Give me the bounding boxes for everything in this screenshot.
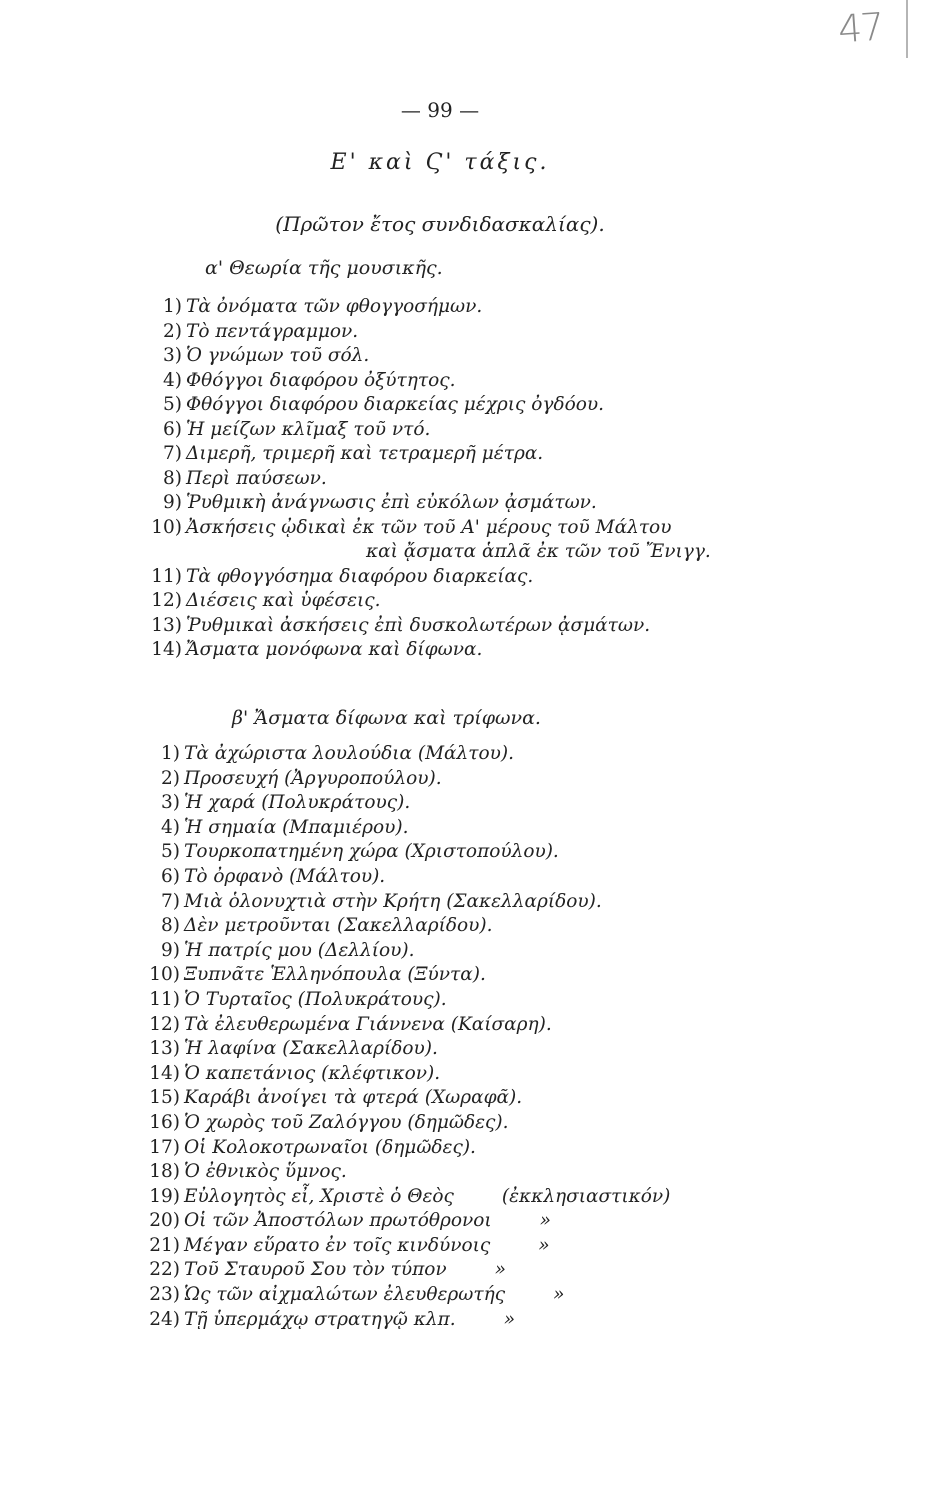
- item-text: Διμερῆ, τριμερῆ καὶ τετραμερῆ μέτρα.: [186, 443, 544, 464]
- item-number: 8): [163, 467, 182, 489]
- item-annotation: (ἐκκλησιαστικόν): [501, 1185, 671, 1207]
- item-text: Προσευχή (Ἀργυροπούλου).: [184, 767, 442, 789]
- list-item: [110, 589, 711, 614]
- item-text: Φθόγγοι διαφόρου ὀξύτητος.: [186, 369, 456, 391]
- list-item: [100, 939, 670, 964]
- list-item: [100, 1283, 670, 1308]
- list-item: [100, 1086, 670, 1111]
- item-number: 3): [161, 792, 180, 814]
- item-annotation: [440, 1063, 488, 1084]
- item-text: Τὸ ὀρφανὸ (Μάλτου).: [184, 865, 386, 887]
- item-number: 11): [151, 565, 182, 587]
- item-text: Ῥυθμικαὶ ἀσκήσεις ἐπὶ δυσκολωτέρων ᾀσμάτων.: [186, 614, 651, 636]
- item-annotation: [476, 1137, 524, 1158]
- list-item: [100, 1308, 670, 1333]
- list-item: [110, 516, 711, 541]
- item-annotation: »: [538, 1234, 550, 1256]
- item-annotation: [509, 1112, 557, 1133]
- item-text: Τουρκοπατημένη χώρα (Χριστοπούλου).: [184, 841, 559, 863]
- section-b-list: [100, 742, 670, 1332]
- item-number: 13): [149, 1038, 180, 1060]
- list-item: [100, 742, 670, 767]
- list-item: [100, 840, 670, 865]
- item-annotation: [414, 940, 462, 961]
- item-number: 16): [149, 1111, 180, 1133]
- item-annotation: [447, 989, 495, 1010]
- list-item: [100, 1234, 670, 1259]
- list-item: [100, 1136, 670, 1161]
- item-annotation: [602, 891, 650, 912]
- list-item: [100, 914, 670, 939]
- item-number: 13): [151, 614, 182, 636]
- item-text: Ἡ μείζων κλῖμαξ τοῦ ντό.: [186, 418, 431, 440]
- item-text: Ὡς τῶν αἰχμαλώτων ἐλευθερωτής: [184, 1284, 506, 1306]
- list-item: [100, 1185, 670, 1210]
- list-item: [100, 1209, 670, 1234]
- list-item: [110, 320, 711, 345]
- item-annotation: [408, 817, 456, 838]
- item-text: Τὰ ἀχώριστα λουλούδια (Μάλτου).: [184, 743, 514, 764]
- item-annotation: [514, 743, 562, 764]
- item-number: 19): [149, 1185, 180, 1207]
- list-item: [100, 1111, 670, 1136]
- item-text: Τὰ φθογγόσημα διαφόρου διαρκείας.: [186, 565, 534, 587]
- list-item: [100, 1013, 670, 1038]
- list-item: [100, 963, 670, 988]
- item-number: 3): [163, 345, 182, 366]
- list-item: [110, 638, 711, 663]
- item-annotation: »: [494, 1259, 506, 1281]
- list-item: [100, 865, 670, 890]
- item-annotation: [552, 1014, 600, 1035]
- item-number: 1): [163, 296, 182, 317]
- item-annotation: [410, 792, 458, 813]
- list-item: [100, 816, 670, 841]
- item-text: Διέσεις καὶ ὑφέσεις.: [186, 590, 381, 611]
- item-text: Τοῦ Σταυροῦ Σου τὸν τύπον: [184, 1259, 447, 1281]
- item-text: Οἱ Κολοκοτρωναῖοι (δημῶδες).: [184, 1136, 476, 1158]
- item-text: Τὸ πεντάγραμμον.: [186, 320, 359, 342]
- item-number: 9): [163, 492, 182, 513]
- scan-edge-mark: [906, 0, 908, 58]
- item-annotation: [486, 964, 534, 985]
- item-number: 6): [163, 418, 182, 440]
- list-item: [110, 369, 711, 394]
- item-number: 2): [161, 767, 180, 789]
- page-number: — 99 —: [400, 98, 480, 122]
- item-text: Ὁ καπετάνιος (κλέφτικον).: [184, 1062, 441, 1084]
- item-annotation: [442, 768, 490, 789]
- item-annotation: [522, 1087, 570, 1108]
- item-number: 5): [163, 394, 182, 415]
- list-item: [100, 988, 670, 1013]
- section-b-heading: β' Ἄσματα δίφωνα καὶ τρίφωνα.: [232, 707, 541, 729]
- item-text: Ἄσματα μονόφωνα καὶ δίφωνα.: [186, 639, 483, 660]
- item-annotation: »: [539, 1210, 551, 1232]
- item-number: 4): [163, 369, 182, 391]
- item-number: 2): [163, 320, 182, 342]
- item-number: 12): [149, 1013, 180, 1035]
- list-item: [110, 295, 711, 320]
- list-item: [110, 393, 711, 418]
- item-text: Καράβι ἀνοίγει τὰ φτερά (Χωραφᾶ).: [184, 1087, 523, 1109]
- item-text: Ὁ χωρὸς τοῦ Ζαλόγγου (δημῶδες).: [184, 1111, 509, 1133]
- item-text: Ῥυθμικὴ ἀνάγνωσις ἐπὶ εὐκόλων ᾀσμάτων.: [186, 492, 597, 513]
- item-number: 7): [161, 890, 180, 912]
- item-number: 17): [149, 1136, 180, 1158]
- item-number: 15): [149, 1087, 180, 1109]
- item-number: 10): [151, 516, 182, 538]
- item-number: 6): [161, 865, 180, 887]
- item-text: Εὐλογητὸς εἶ, Χριστὲ ὁ Θεὸς: [184, 1185, 454, 1207]
- item-number: 4): [161, 816, 180, 838]
- item-text: Ἀσκήσεις ᾠδικαὶ ἐκ τῶν τοῦ Α' μέρους τοῦ Μάλτου: [186, 516, 672, 538]
- item-annotation: »: [503, 1308, 516, 1330]
- list-item: [100, 890, 670, 915]
- item-number: 8): [161, 915, 180, 937]
- item-annotation: [347, 1161, 395, 1182]
- item-number: 10): [149, 964, 180, 986]
- list-item: [110, 418, 711, 443]
- item-text: Περὶ παύσεων.: [186, 467, 327, 489]
- item-text: Φθόγγοι διαφόρου διαρκείας μέχρις ὀγδόου.: [186, 394, 605, 415]
- list-item: [110, 442, 711, 467]
- list-item: [110, 467, 711, 492]
- item-text: Ἡ πατρίς μου (Δελλίου).: [184, 939, 415, 961]
- list-item: [100, 767, 670, 792]
- item-text: Τῇ ὑπερμάχῳ στρατηγῷ κλπ.: [184, 1308, 456, 1330]
- item-text: Ξυπνᾶτε Ἑλληνόπουλα (Ξύντα).: [184, 964, 486, 986]
- item-number: 20): [149, 1210, 180, 1232]
- item-text: καὶ ᾄσματα ἁπλᾶ ἐκ τῶν τοῦ Ἔνιγγ.: [366, 541, 711, 562]
- item-annotation: [385, 866, 433, 887]
- item-text: Οἱ τῶν Ἀποστόλων πρωτόθρονοι: [184, 1210, 492, 1232]
- list-item: [110, 565, 711, 590]
- item-number: 1): [161, 743, 180, 764]
- item-text: Ὁ γνώμων τοῦ σόλ.: [186, 345, 370, 366]
- list-item: [110, 540, 711, 565]
- item-number: 21): [149, 1234, 180, 1256]
- page-title: Ε' καὶ Ϛ' τάξις.: [330, 150, 550, 175]
- item-annotation: »: [553, 1284, 565, 1306]
- list-item: [100, 1160, 670, 1185]
- item-text: Μέγαν εὕρατο ἐν τοῖς κινδύνοις: [184, 1234, 491, 1256]
- item-text: Μιὰ ὁλονυχτιὰ στὴν Κρήτη (Σακελλαρίδου).: [184, 890, 602, 912]
- item-text: Δὲν μετροῦνται (Σακελλαρίδου).: [184, 915, 493, 937]
- item-text: Τὰ ὀνόματα τῶν φθογγοσήμων.: [186, 296, 483, 317]
- item-number: 12): [151, 590, 182, 611]
- list-item: [100, 1062, 670, 1087]
- item-number: 24): [149, 1308, 180, 1330]
- list-item: [110, 491, 711, 516]
- item-text: Τὰ ἐλευθερωμένα Γιάννενα (Καίσαρη).: [184, 1013, 552, 1035]
- list-item: [110, 614, 711, 639]
- item-annotation: [493, 915, 541, 936]
- section-a-heading: α' Θεωρία τῆς μουσικῆς.: [205, 257, 443, 279]
- list-item: [100, 791, 670, 816]
- item-number: 11): [149, 988, 180, 1010]
- item-number: 14): [151, 639, 182, 660]
- item-number: 23): [149, 1284, 180, 1306]
- list-item: [100, 1258, 670, 1283]
- item-number: 18): [149, 1161, 180, 1183]
- item-text: Ὁ ἐθνικὸς ὕμνος.: [184, 1161, 347, 1183]
- item-number: 14): [149, 1062, 180, 1084]
- page-subtitle: (Πρῶτον ἔτος συνδιδασκαλίας).: [275, 212, 605, 236]
- item-number: 9): [161, 939, 180, 961]
- list-item: [110, 344, 711, 369]
- item-annotation: [438, 1038, 486, 1059]
- item-number: 22): [149, 1259, 180, 1281]
- list-item: [100, 1037, 670, 1062]
- item-text: Ἡ λαφίνα (Σακελλαρίδου).: [184, 1038, 438, 1060]
- section-a-list: [110, 295, 711, 663]
- item-number: 5): [161, 841, 180, 863]
- item-text: Ὁ Τυρταῖος (Πολυκράτους).: [184, 988, 447, 1010]
- item-text: Ἡ χαρά (Πολυκράτους).: [184, 792, 411, 814]
- item-text: Ἡ σημαία (Μπαμιέρου).: [184, 816, 409, 838]
- handwritten-page-number: 47: [836, 4, 884, 52]
- item-number: 7): [163, 443, 182, 464]
- item-annotation: [559, 841, 607, 862]
